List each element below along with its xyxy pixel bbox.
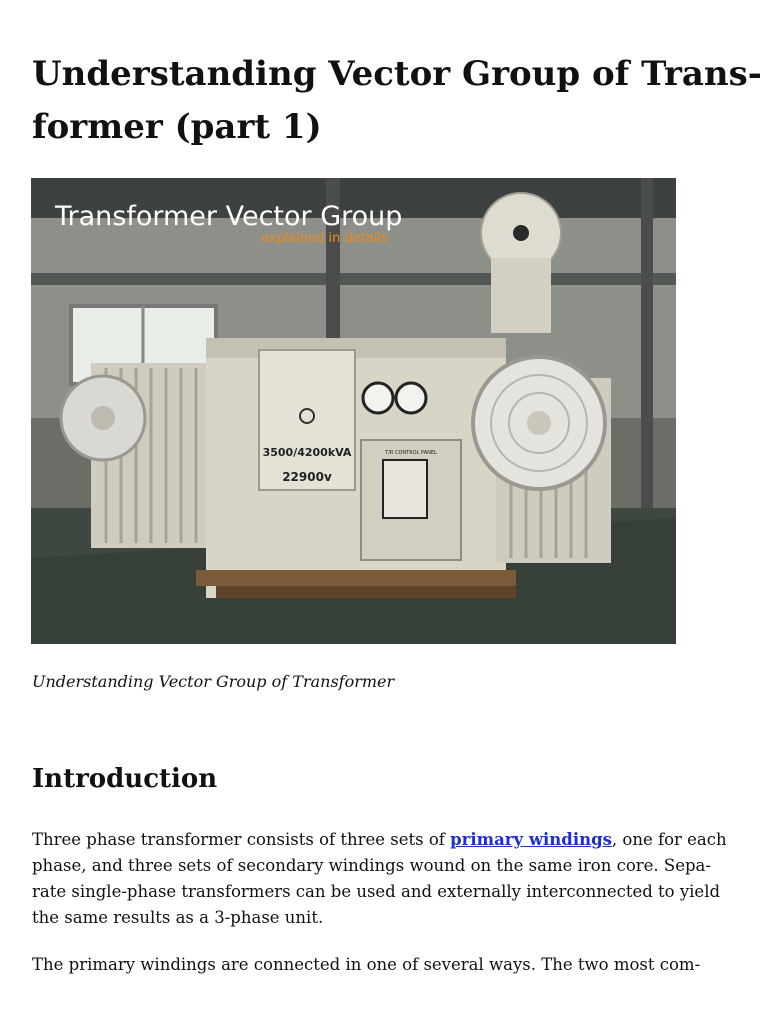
section-heading-introduction: Introduction bbox=[32, 764, 218, 794]
paragraph-line: phase, and three sets of secondary windings wound on the same iron core. Sepa- bbox=[32, 856, 711, 875]
page-title bbox=[32, 48, 762, 154]
figure-caption: Understanding Vector Group of Transformer bbox=[32, 672, 395, 691]
paragraph-line: The primary windings are connected in one of several ways. The two most com- bbox=[32, 955, 701, 974]
title-line-2: former (part 1) bbox=[32, 107, 322, 147]
transformer-photo bbox=[31, 178, 676, 644]
control-panel-label: T/R CONTROL PANEL bbox=[385, 450, 437, 456]
figure-heading: Transformer Vector Group bbox=[55, 201, 403, 232]
paragraph-line: the same results as a 3-phase unit. bbox=[32, 908, 324, 927]
text-fragment: , one for each bbox=[611, 830, 727, 849]
primary-windings-link[interactable]: primary windings bbox=[450, 830, 612, 849]
title-line-1: Understanding Vector Group of Trans- bbox=[32, 54, 762, 94]
paragraph-line: rate single-phase transformers can be used and externally interconnected to yield bbox=[32, 882, 721, 901]
text-fragment: Three phase transformer consists of three sets of bbox=[32, 830, 451, 849]
figure-subheading: explained in details bbox=[261, 231, 388, 246]
paragraph-line bbox=[32, 827, 738, 853]
nameplate-rating: 3500/4200kVA bbox=[262, 446, 352, 459]
nameplate-voltage: 22900v bbox=[282, 470, 332, 484]
paragraph-connections bbox=[32, 952, 738, 978]
paragraph-introduction bbox=[32, 827, 738, 931]
